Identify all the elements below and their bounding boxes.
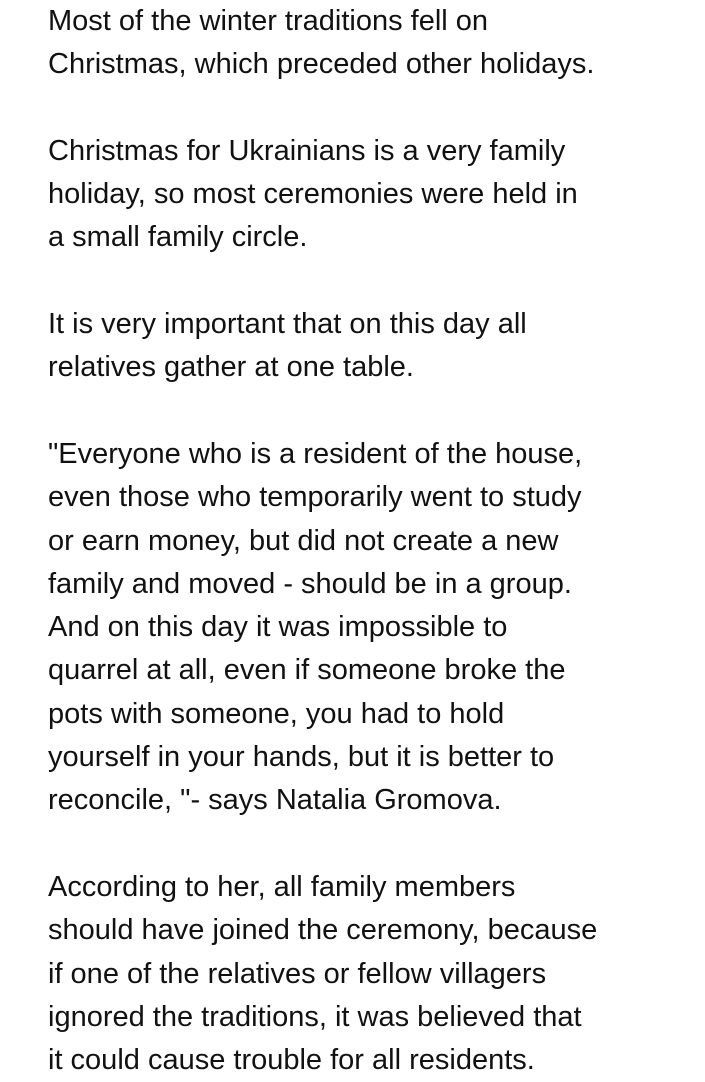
paragraph-2 xyxy=(48,130,688,260)
text-line: Christmas, which preceded other holidays. xyxy=(48,48,595,81)
text-line: should have joined the ceremony, because xyxy=(48,914,598,947)
paragraph-gap xyxy=(48,823,688,866)
text-line: yourself in your hands, but it is better to xyxy=(48,741,555,774)
text-line: relatives gather at one table. xyxy=(48,351,414,384)
text-line: quarrel at all, even if someone broke the xyxy=(48,654,566,687)
text-line: pots with someone, you had to hold xyxy=(48,697,505,730)
text-line: it could cause trouble for all residents. xyxy=(48,1044,535,1077)
text-line: Most of the winter traditions fell on xyxy=(48,5,489,37)
text-line: family and moved - should be in a group. xyxy=(48,567,572,600)
paragraph-5 xyxy=(48,866,688,1082)
paragraph-4-quote xyxy=(48,433,688,823)
text-line: or earn money, but did not create a new xyxy=(48,524,559,557)
paragraph-3 xyxy=(48,303,688,390)
text-line: a small family circle. xyxy=(48,221,308,254)
text-line: even those who temporarily went to study xyxy=(48,481,582,514)
text-line: reconcile, "- says Natalia Gromova. xyxy=(48,784,502,817)
text-line: And on this day it was impossible to xyxy=(48,611,508,644)
text-line: if one of the relatives or fellow villagers xyxy=(48,957,547,990)
text-line: It is very important that on this day all xyxy=(48,308,527,341)
paragraph-gap xyxy=(48,87,688,130)
text-line: "Everyone who is a resident of the house, xyxy=(48,437,583,470)
paragraph-gap xyxy=(48,260,688,303)
text-line: Christmas for Ukrainians is a very family xyxy=(48,134,566,167)
text-line: holiday, so most ceremonies were held in xyxy=(48,178,578,211)
paragraph-1 xyxy=(48,0,688,87)
text-line: ignored the traditions, it was believed that xyxy=(48,1000,582,1033)
text-line: According to her, all family members xyxy=(48,870,516,903)
article-body xyxy=(48,0,688,1082)
paragraph-gap xyxy=(48,390,688,433)
